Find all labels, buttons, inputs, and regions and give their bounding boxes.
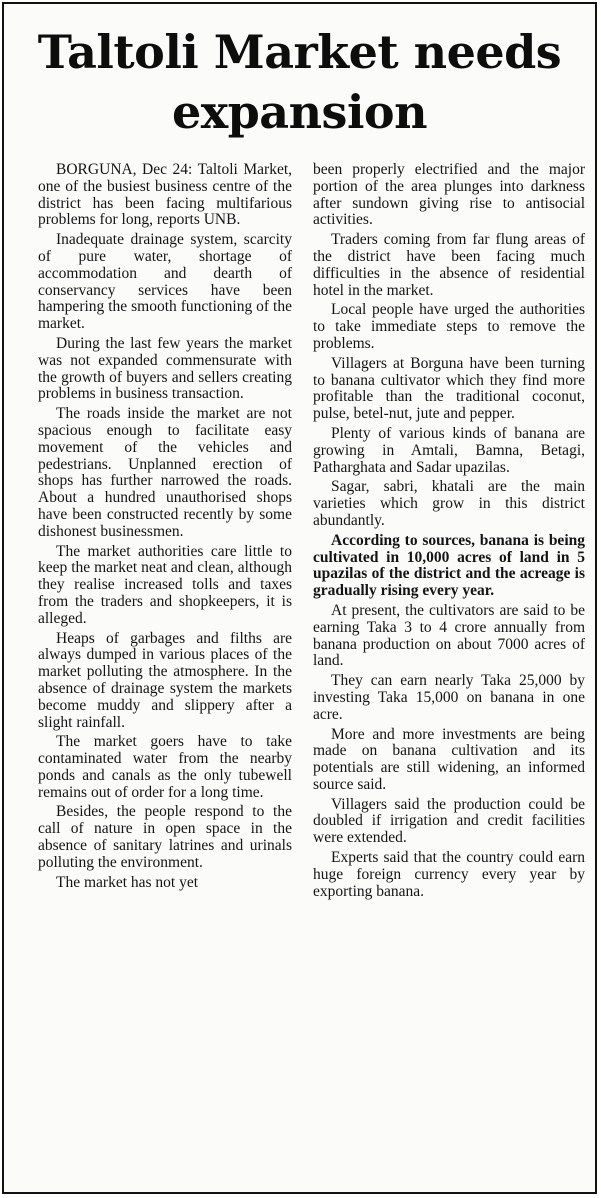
paragraph: Villagers said the production could be doubled if irrigation and credit facilities were extended. — [313, 795, 585, 847]
paragraph: They can earn nearly Taka 25,000 by investing Taka 15,000 on banana in one acre. — [313, 672, 585, 723]
paragraph: Inadequate drainage system, scarcity of pure water, shortage of accommodation and dearth of conservancy services have been hampering the smooth functioning of the market. — [38, 231, 292, 333]
paragraph: The market goers have to take contaminated water from the nearby ponds and canals as the only tubewell remains out of order for a long time. — [38, 733, 292, 801]
paragraph: Besides, the people respond to the call of nature in open space in the absence of sanitary latrines and urinals polluting the environment. — [38, 803, 292, 871]
paragraph-dateline: BORGUNA, Dec 24: Taltoli Market, one of the busiest business centre of the district has been facing multifarious problems for long, reports UNB. — [38, 161, 292, 229]
article-column-left — [38, 162, 292, 894]
paragraph: The market authorities care little to keep the market neat and clean, although they realise increased tolls and taxes from the traders and shopkeepers, it is alleged. — [38, 542, 292, 627]
paragraph: At present, the cultivators are said to be earning Taka 3 to 4 crore annually from banana production on about 7000 acres of land. — [313, 601, 585, 670]
paragraph: Plenty of various kinds of banana are growing in Amtali, Bamna, Betagi, Patharghata and Sadar upazilas. — [313, 424, 585, 476]
paragraph: Villagers at Borguna have been turning to banana cultivator which they find more profitable than the traditional coconut, pulse, betel-nut, jute and pepper. — [313, 354, 585, 423]
paragraph: During the last few years the market was not expanded commensurate with the growth of buyers and sellers creating problems in business transaction. — [38, 334, 292, 403]
paragraph: According to sources, banana is being cultivated in 10,000 acres of land in 5 upazilas of the district and the acreage is gradually rising every year. — [313, 531, 585, 600]
paragraph: The roads inside the market are not spacious enough to facilitate easy movement of the vehicles and pedestrians. Unplanned erection of shops has further narrowed the roads. About a hundred unauthorised shops have been constructed recently by some dishonest businessmen. — [38, 405, 292, 540]
newspaper-clipping — [2, 2, 597, 1194]
article-column-right — [313, 162, 585, 903]
paragraph: Experts said that the country could earn huge foreign currency every year by exporting banana. — [313, 849, 585, 900]
headline: Taltoli Market needs expansion — [37, 25, 562, 139]
paragraph: Local people have urged the authorities to take immediate steps to remove the problems. — [313, 301, 585, 352]
paragraph: The market has not yet — [56, 873, 199, 891]
paragraph-continued: been properly electrified and the major portion of the area plunges into darkness after sundown giving rise to antisocial activities. — [313, 161, 585, 229]
paragraph: Sagar, sabri, khatali are the main varieties which grow in this district abundantly. — [313, 478, 585, 529]
paragraph: Traders coming from far flung areas of the district have been facing much difficulties in the absence of residential hotel in the market. — [313, 231, 585, 299]
paragraph: More and more investments are being made on banana cultivation and its potentials are still widening, an informed source said. — [313, 725, 585, 793]
paragraph: Heaps of garbages and filths are always dumped in various places of the market polluting the atmosphere. In the absence of drainage system the markets become muddy and slippery after a slight rainfall. — [38, 629, 292, 731]
